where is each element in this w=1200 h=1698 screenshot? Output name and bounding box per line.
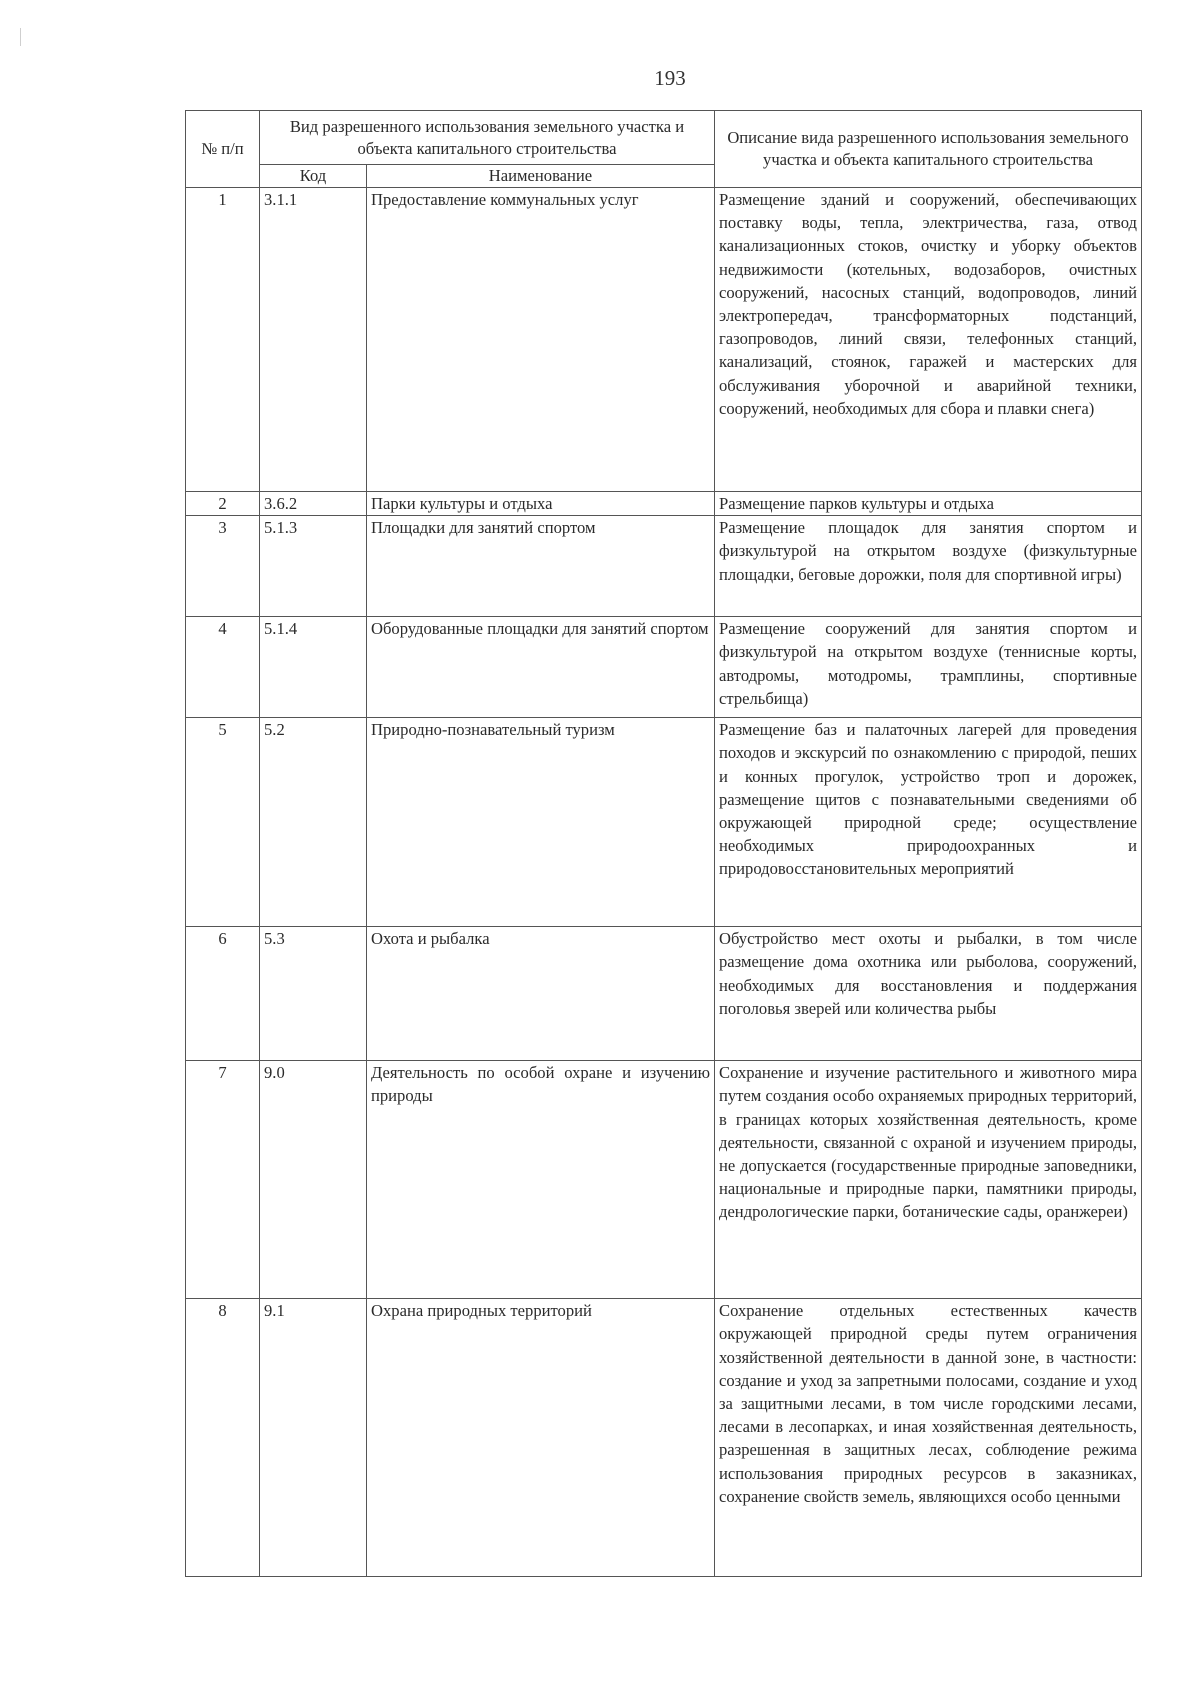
table-row bbox=[186, 516, 1142, 617]
row-description: Сохранение отдельных естественных качеств окружающей природной среды путем ограничения хозяйственной деятельности в данной зоне, в частности: создание и уход за запретными полосами, создание и уход за защитными лесами, в том числе городскими лесами, лесами в лесопарках, и иная хозяйственная деятельность, разрешенная в защитных лесах, соблюдение режима использования природных ресурсов в заказниках, сохранение свойств земель, являющихся особо ценными bbox=[715, 1299, 1142, 1577]
row-name: Охота и рыбалка bbox=[367, 927, 715, 1061]
table-row bbox=[186, 927, 1142, 1061]
row-code: 3.6.2 bbox=[260, 492, 367, 516]
row-code: 5.1.3 bbox=[260, 516, 367, 617]
row-code: 5.2 bbox=[260, 718, 367, 927]
table-row bbox=[186, 492, 1142, 516]
scan-edge-mark bbox=[20, 28, 21, 46]
row-description: Размещение площадок для занятия спортом и физкультурой на открытом воздухе (физкультурные площадки, беговые дорожки, поля для спортивной игры) bbox=[715, 516, 1142, 617]
row-description: Сохранение и изучение растительного и животного мира путем создания особо охраняемых природных территорий, в границах которых хозяйственная деятельность, кроме деятельности, связанной с охраной и изучением природы, не допускается (государственные природные заповедники, национальные и природные парки, памятники природы, дендрологические парки, ботанические сады, оранжереи) bbox=[715, 1061, 1142, 1299]
row-name: Природно-познавательный туризм bbox=[367, 718, 715, 927]
row-number: 5 bbox=[186, 718, 260, 927]
row-number: 8 bbox=[186, 1299, 260, 1577]
row-number: 1 bbox=[186, 188, 260, 492]
row-code: 5.3 bbox=[260, 927, 367, 1061]
row-code: 9.1 bbox=[260, 1299, 367, 1577]
row-number: 2 bbox=[186, 492, 260, 516]
row-number: 4 bbox=[186, 617, 260, 718]
header-num: № п/п bbox=[186, 111, 260, 188]
land-use-table bbox=[185, 110, 1142, 1577]
row-number: 6 bbox=[186, 927, 260, 1061]
table-row bbox=[186, 1061, 1142, 1299]
table-row bbox=[186, 1299, 1142, 1577]
header-name: Наименование bbox=[367, 165, 715, 188]
table-row bbox=[186, 718, 1142, 927]
row-description: Размещение баз и палаточных лагерей для проведения походов и экскурсий по ознакомлению с природой, пеших и конных прогулок, устройство троп и дорожек, размещение щитов с познавательными сведениями об окружающей природной среде; осуществление необходимых природоохранных и природовосстановительных мероприятий bbox=[715, 718, 1142, 927]
row-name: Парки культуры и отдыха bbox=[367, 492, 715, 516]
row-description: Размещение парков культуры и отдыха bbox=[715, 492, 1142, 516]
row-name: Оборудованные площадки для занятий спортом bbox=[367, 617, 715, 718]
row-code: 5.1.4 bbox=[260, 617, 367, 718]
header-code: Код bbox=[260, 165, 367, 188]
row-number: 3 bbox=[186, 516, 260, 617]
table-row bbox=[186, 617, 1142, 718]
row-code: 3.1.1 bbox=[260, 188, 367, 492]
row-name: Деятельность по особой охране и изучению природы bbox=[367, 1061, 715, 1299]
row-description: Размещение зданий и сооружений, обеспечивающих поставку воды, тепла, электричества, газа, отвод канализационных стоков, очистку и уборку объектов недвижимости (котельных, водозаборов, очистных сооружений, насосных станций, водопроводов, линий электропередач, трансформаторных подстанций, газопроводов, линий связи, телефонных станций, канализаций, стоянок, гаражей и мастерских для обслуживания уборочной и аварийной техники, сооружений, необходимых для сбора и плавки снега) bbox=[715, 188, 1142, 492]
page-number: 193 bbox=[654, 66, 686, 90]
row-description: Размещение сооружений для занятия спортом и физкультурой на открытом воздухе (теннисные корты, автодромы, мотодромы, трамплины, спортивные стрельбища) bbox=[715, 617, 1142, 718]
row-name: Охрана природных территорий bbox=[367, 1299, 715, 1577]
row-description: Обустройство мест охоты и рыбалки, в том числе размещение дома охотника или рыболова, сооружений, необходимых для восстановления и поддержания поголовья зверей или количества рыбы bbox=[715, 927, 1142, 1061]
row-name: Площадки для занятий спортом bbox=[367, 516, 715, 617]
table-row bbox=[186, 188, 1142, 492]
header-description: Описание вида разрешенного использования земельного участка и объекта капитального строительства bbox=[715, 111, 1142, 188]
row-code: 9.0 bbox=[260, 1061, 367, 1299]
header-use-type: Вид разрешенного использования земельного участка и объекта капитального строительства bbox=[260, 111, 715, 165]
row-name: Предоставление коммунальных услуг bbox=[367, 188, 715, 492]
row-number: 7 bbox=[186, 1061, 260, 1299]
